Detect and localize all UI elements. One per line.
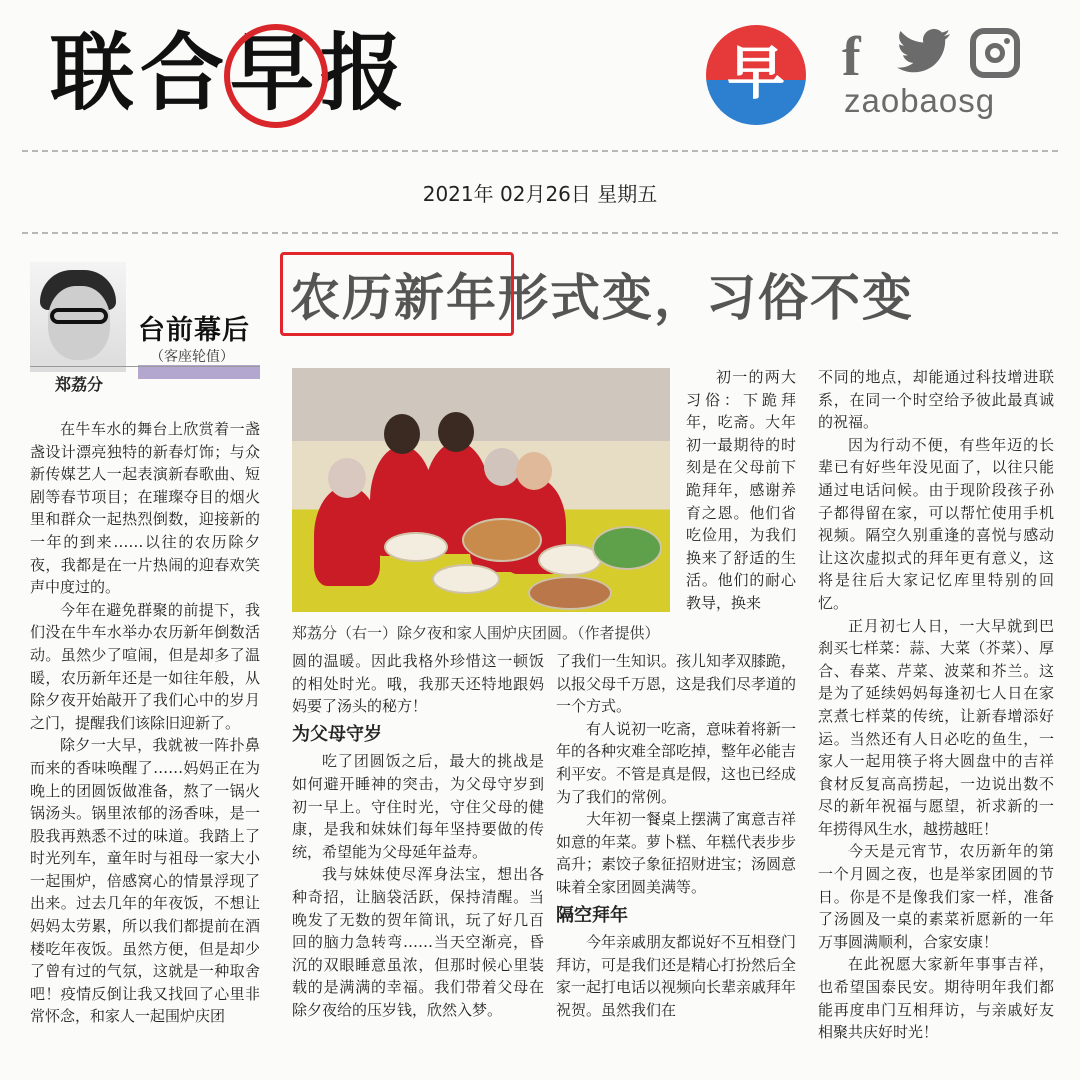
column-title: 台前幕后	[138, 315, 250, 346]
person-1-head	[328, 458, 366, 498]
dish-4	[528, 576, 612, 610]
zaobao-logo-icon[interactable]	[706, 25, 806, 125]
masthead-ring	[224, 24, 328, 128]
paragraph: 正月初七人日，一大早就到巴刹买七样菜：蒜、大菜（芥菜）、厚合、春菜、芹菜、波菜和芥兰。这是为了延续妈妈每逢初七人日在家烹煮七样菜的传统，让新春增添好运。当然还有人日必吃的鱼生，一家人一起用筷子将大圆盘中的吉祥食材反复高高捞起，一边说出数不尽的新年祝福与愿望，祈求新的一年捞得风生水，越捞越旺！	[818, 616, 1054, 838]
photo-caption: 郑荔分（右一）除夕夜和家人围炉庆团圆。（作者提供）	[292, 624, 660, 642]
paragraph: 圆的温暖。因此我格外珍惜这一顿饭的相处时光。哦，我那天还特地跟妈妈要了汤头的秘方！	[292, 652, 544, 716]
article-column-1	[30, 418, 260, 1028]
paragraph: 大年初一餐桌上摆满了寓意吉祥如意的年菜。萝卜糕、年糕代表步步高升；素饺子象征招财进宝；汤圆意味着全家团圆美满等。	[556, 810, 797, 896]
headline: 农历新年形式变，习俗不变	[290, 269, 914, 327]
masthead-zao: 早	[230, 18, 320, 128]
column-subtitle: （客座轮值）	[150, 349, 234, 365]
article-column-3-top	[686, 366, 796, 615]
section-heading: 为父母守岁	[292, 723, 382, 745]
paragraph: 除夕一大早，我就被一阵扑鼻而来的香味唤醒了……妈妈正在为晚上的团圆饭做准备，熬了一锅火锅汤头。锅里浓郁的汤香味，是一股我再熟悉不过的味道。我踏上了时光列车，童年时与祖母一家大小一起围炉，倍感窝心的情景浮现了出来。过去几年的年夜饭，不想让妈妈太劳累，所以我们都提前在酒楼吃年夜饭。虽然方便，但是却少了曾有过的气氛，这就是一种取舍吧！疫情反倒让我又找回了心里非常怀念，和家人一起围炉庆团	[30, 736, 260, 1026]
paragraph: 吃了团圆饭之后，最大的挑战是如何避开睡神的突击，为父母守岁到初一早上。守住时光，守住父母的健康，是我和妹妹们每年坚持要做的传统，希望能为父母延年益寿。	[292, 752, 544, 861]
paragraph: 有人说初一吃斋，意味着将新一年的各种灾难全部吃掉，整年必能吉利平安。不管是真是假，这也已经成为了我们的常例。	[556, 719, 797, 806]
headline-highlight-box	[280, 252, 514, 336]
person-3-head	[438, 412, 474, 452]
dish-5	[432, 564, 500, 594]
author-rule	[30, 366, 260, 367]
twitter-icon[interactable]	[896, 28, 952, 78]
paragraph: 今天是元宵节，农历新年的第一个月圆之夜，也是举家团圆的节日。你是不是像我们家一样，准备了汤圆及一桌的素菜祈愿新的一年万事圆满顺利，合家安康！	[818, 842, 1054, 951]
divider-top	[22, 150, 1058, 152]
paragraph: 在牛车水的舞台上欣赏着一盏盏设计漂亮独特的新春灯饰；与众新传媒艺人一起表演新春歌曲、短剧等春节项目；在璀璨夺目的烟火里和群众一起热烈倒数，迎接新的一年的到来……以往的农历除夕夜，我都是在一片热闹的迎春欢笑声中度过的。	[30, 420, 260, 597]
paragraph: 不同的地点，却能通过科技增进联系，在同一个时空给予彼此最真诚的祝福。	[818, 368, 1054, 432]
logo-char: 早	[726, 39, 785, 107]
dish-1	[384, 532, 448, 562]
section-heading: 隔空拜年	[556, 904, 628, 926]
person-5-head	[516, 452, 552, 490]
paragraph: 了我们一生知识。孩儿知孝双膝跪，以报父母千万恩，这是我们尽孝道的一个方式。	[556, 652, 797, 716]
paragraph: 今年亲戚朋友都说好不互相登门拜访，可是我们还是精心打扮然后全家一起打电话以视频向长辈亲戚拜年祝贺。虽然我们在	[556, 933, 797, 1019]
divider-bottom	[22, 232, 1058, 234]
person-2-head	[384, 414, 420, 454]
paragraph: 初一的两大习俗：下跪拜年，吃斋。大年初一最期待的时刻是在父母前下跪拜年，感谢养育之恩。他们省吃俭用，为我们换来了舒适的生活。他们的耐心教导，换来	[686, 368, 796, 612]
dish-3	[592, 526, 662, 570]
paragraph: 我与妹妹使尽浑身法宝，想出各种奇招，让脑袋活跃，保持清醒。当晚发了无数的贺年简讯，玩了好几百回的脑力急转弯……当天空渐亮，昏沉的双眼睡意虽浓，但那时候心里装载的是满满的幸福。我们带着父母在除夕夜给的压岁钱，欣然入梦。	[292, 865, 544, 1019]
article-column-4	[818, 366, 1054, 1044]
instagram-lens	[985, 43, 1005, 63]
instagram-icon[interactable]	[970, 28, 1020, 78]
author-name: 郑荔分	[55, 375, 104, 394]
article-column-3	[556, 650, 796, 1022]
family-photo	[292, 368, 670, 612]
paragraph: 今年在避免群聚的前提下，我们没在牛车水举办农历新年倒数活动。虽然少了喧闹，但是却多了温暖，农历新年还是一如往年般，从除夕夜开始敲开了我们心中的岁月之门，提醒我们该除旧迎新了。	[30, 600, 260, 732]
paragraph: 在此祝愿大家新年事事吉祥，也希望国泰民安。期待明年我们都能再度串门互相拜访，与亲戚好友相聚共庆好时光！	[818, 955, 1054, 1042]
issue-date: 2021年 02月26日 星期五	[422, 182, 658, 206]
social-handle[interactable]: zaobaosg	[844, 82, 996, 119]
masthead-logo	[50, 18, 410, 128]
masthead-right: 报	[320, 23, 411, 122]
hotpot	[462, 518, 542, 562]
facebook-icon[interactable]: f	[842, 26, 861, 88]
author-glasses	[50, 308, 108, 324]
author-photo	[30, 262, 126, 372]
person-4-head	[484, 448, 520, 486]
article-column-2	[292, 650, 544, 1022]
paragraph: 因为行动不便，有些年迈的长辈已有好些年没见面了，以往只能通过电话问候。由于现阶段孩子孙子都得留在家，可以帮忙使用手机视频。隔空久别重逢的喜悦与感动让这次虚拟式的拜年更有意义，这将是往后大家记忆库里特别的回忆。	[818, 435, 1054, 612]
instagram-dot	[1004, 38, 1010, 44]
masthead-left: 联合	[50, 23, 231, 122]
column-bar	[138, 365, 260, 379]
